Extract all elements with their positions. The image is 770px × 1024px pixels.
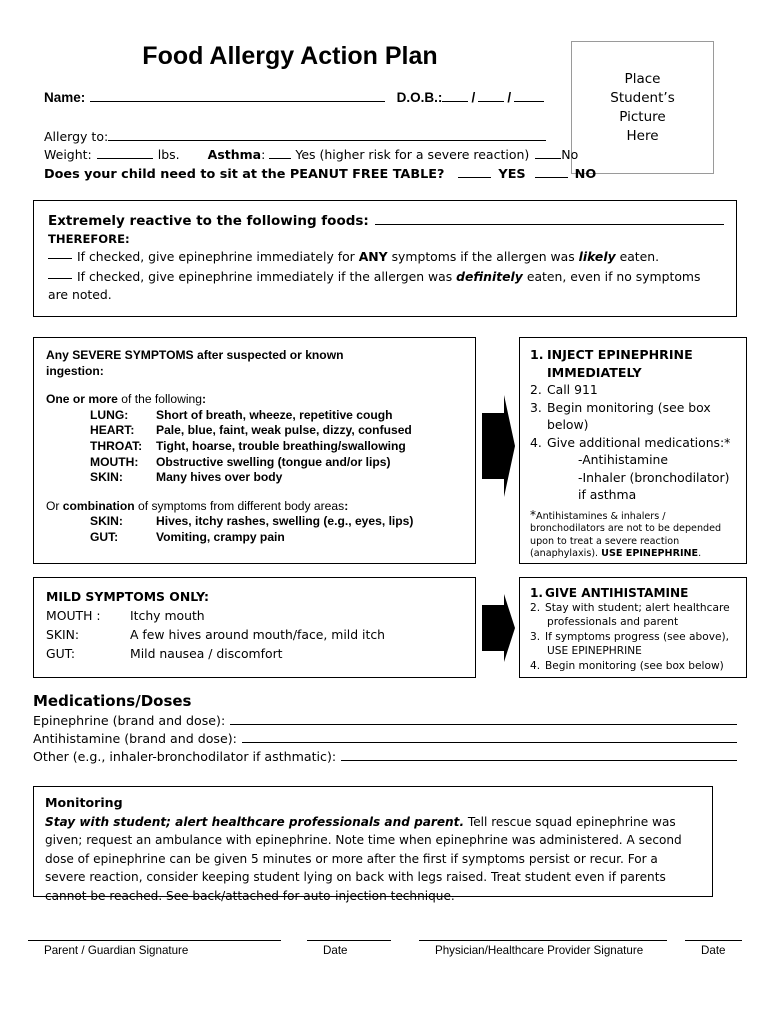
therefore-label: THEREFORE: [48, 232, 130, 246]
severe-combo-label: SKIN: [90, 514, 123, 529]
mild-symptom-row [46, 644, 465, 663]
mild-action-step-3-text: If symptoms progress (see above), [545, 630, 730, 643]
weight-input[interactable] [97, 146, 153, 159]
monitoring-body [45, 813, 702, 906]
severe-combo-row [46, 530, 465, 546]
signature-labels [28, 944, 742, 957]
name-dob-row [44, 88, 544, 105]
mild-action-step-2-number: 2. [530, 602, 541, 614]
medications-doses-section [33, 692, 737, 764]
severe-symptoms-section [33, 337, 476, 564]
combination-bold: combination [62, 498, 135, 513]
reactive-likely-checkbox[interactable] [48, 258, 72, 259]
action-step-3 [530, 399, 738, 434]
mild-action-steps [519, 577, 747, 678]
one-or-more-label [46, 392, 465, 408]
name-label: Name: [44, 90, 86, 105]
signature-label-gap-2 [391, 944, 419, 957]
peanut-free-table-row [44, 165, 596, 182]
peanut-no-label: NO [574, 167, 597, 182]
parent-date-label: Date [323, 944, 348, 957]
action-step-4-sub-3: if asthma [578, 487, 637, 502]
document-header [0, 0, 770, 182]
mild-action-step-2 [530, 601, 738, 615]
severe-spacer-2 [46, 486, 465, 499]
severe-symptom-text: Obstructive swelling (tongue and/or lips) [156, 454, 391, 469]
reactive-definitely-checkbox[interactable] [48, 278, 72, 279]
mild-symptoms-heading: MILD SYMPTOMS ONLY: [46, 589, 210, 604]
severe-combo-row [46, 514, 465, 530]
signature-label-gap-1 [281, 944, 307, 957]
severe-combo-text: Hives, itchy rashes, swelling (e.g., eyes, lips) [156, 514, 414, 529]
mild-symptom-label: GUT: [46, 646, 76, 661]
name-input[interactable] [90, 88, 384, 102]
dob-year-input[interactable] [514, 88, 544, 102]
action-footnote-text: Antihistamines & inhalers / bronchodilators are not to be depended upon to treat a severe reaction (anaphylaxis). [530, 510, 722, 560]
one-or-more-rest: of the following [117, 392, 202, 407]
physician-signature-input[interactable] [419, 940, 667, 941]
peanut-yes-label: YES [498, 167, 526, 182]
action-step-3-text: Begin monitoring (see box below) [547, 399, 711, 432]
extremely-reactive-section [33, 200, 737, 317]
severe-symptom-label: LUNG: [90, 407, 129, 422]
right-arrow-icon [482, 393, 518, 499]
monitoring-lead: Stay with student; alert healthcare professionals and parent. [45, 814, 465, 829]
action-footnote-end: . [698, 548, 702, 560]
severe-spacer-1 [46, 379, 465, 392]
action-step-2-text: Call 911 [547, 382, 598, 397]
peanut-free-question: Does your child need to sit at the PEANUT FREE TABLE? [44, 167, 445, 182]
photo-line-2: Student’s [610, 89, 675, 106]
severe-symptom-label: THROAT: [90, 438, 143, 453]
one-or-more-bold: One or more [46, 392, 118, 407]
combination-label [46, 499, 465, 515]
reactive-likely-emph: likely [578, 249, 616, 264]
action-step-2 [530, 381, 738, 399]
severe-symptom-text: Tight, hoarse, trouble breathing/swallowing [156, 438, 406, 453]
physician-signature-label: Physician/Healthcare Provider Signature [435, 944, 644, 957]
medication-antihistamine-input[interactable] [242, 731, 737, 743]
action-step-4-text: Give additional medications:* [547, 434, 731, 450]
mild-action-step-3-continued: USE EPINEPHRINE [547, 645, 642, 658]
severe-combo-text: Vomiting, crampy pain [156, 529, 285, 544]
one-or-more-colon: : [201, 392, 206, 407]
reactive-definitely-emph: definitely [456, 269, 523, 284]
dob-label: D.O.B.: [396, 90, 443, 105]
action-step-1-number: 1. [530, 347, 544, 362]
monitoring-text: Tell rescue squad epinephrine was given; request an ambulance with epinephrine. Note time when epinephrine was administered. A second dose of epinephrine can be given 5 minutes or more after the first if symptoms persist or recur. For a severe reaction, consider keeping student lying on back with legs raised. Treat student even if parents cannot be reached. See back/attached for auto-injection technique. [45, 814, 682, 903]
mild-action-step-4-number: 4. [530, 659, 541, 672]
medication-label: Other (e.g., inhaler-bronchodilator if asthmatic): [33, 749, 337, 764]
mild-action-step-2-continued: professionals and parent [547, 616, 679, 629]
action-footnote-emphasis: USE EPINEPHRINE [601, 548, 699, 560]
signature-label-gap-3 [667, 944, 685, 957]
severe-symptom-row [46, 455, 465, 471]
mild-symptom-text: Mild nausea / discomfort [130, 646, 283, 661]
medication-row-other [33, 749, 737, 764]
page-title: Food Allergy Action Plan [142, 42, 438, 70]
severe-symptom-row [46, 408, 465, 424]
severe-symptom-row [46, 439, 465, 455]
extremely-reactive-foods-input[interactable] [375, 210, 724, 225]
photo-line-1: Place [624, 70, 661, 87]
severe-heading-line-1: Any SEVERE SYMPTOMS after suspected or known [46, 348, 344, 362]
severe-symptom-text: Short of breath, wheeze, repetitive cough [156, 407, 393, 422]
peanut-yes-checkbox[interactable] [458, 165, 491, 178]
reactive-option-likely [48, 248, 724, 266]
mild-action-step-4-text: Begin monitoring (see box below) [545, 659, 724, 672]
medication-label: Antihistamine (brand and dose): [33, 731, 237, 746]
action-step-4-number: 4. [530, 434, 542, 450]
peanut-no-checkbox[interactable] [535, 165, 568, 178]
mild-symptom-text: Itchy mouth [130, 608, 205, 623]
mild-symptom-label: MOUTH : [46, 608, 101, 623]
medication-epinephrine-input[interactable] [230, 713, 737, 725]
medication-other-input[interactable] [341, 749, 737, 761]
mild-symptom-row [46, 625, 465, 644]
action-footnote [530, 509, 738, 561]
extremely-reactive-heading: Extremely reactive to the following foods: [48, 213, 369, 229]
weight-label: Weight: [44, 147, 92, 162]
asthma-colon: : [261, 147, 266, 162]
arrow-mild-to-action [482, 593, 518, 663]
signature-section [28, 940, 742, 957]
severe-heading-line-2: ingestion: [46, 363, 104, 378]
weight-asthma-row [44, 146, 578, 162]
action-step-1 [530, 346, 738, 381]
severe-symptom-label: MOUTH: [90, 454, 139, 469]
physician-date-input[interactable] [685, 940, 742, 941]
severe-symptom-label: SKIN: [90, 470, 123, 485]
photo-line-4: Here [626, 127, 659, 144]
student-identity-fields [44, 88, 544, 105]
extremely-reactive-heading-row [48, 210, 724, 229]
medication-row-epinephrine [33, 713, 737, 728]
monitoring-section [33, 786, 713, 903]
action-step-2-number: 2. [530, 382, 542, 397]
mild-action-step-2-text: Stay with student; alert healthcare [545, 602, 730, 614]
action-step-3-number: 3. [530, 399, 542, 415]
mild-action-step-4 [530, 659, 738, 673]
photo-line-3: Picture [619, 108, 666, 125]
asthma-no-checkbox[interactable] [535, 146, 561, 159]
reactive-likely-text-e: eaten. [615, 249, 660, 264]
severe-symptom-text: Pale, blue, faint, weak pulse, dizzy, confused [156, 423, 412, 438]
monitoring-title: Monitoring [45, 795, 123, 810]
signature-rules [28, 940, 742, 941]
dob-day-input[interactable] [478, 88, 504, 102]
action-step-1-line-2: IMMEDIATELY [547, 364, 642, 380]
combination-post: of symptoms from different body areas [134, 498, 345, 513]
right-arrow-icon [482, 593, 518, 663]
mild-symptoms-section [33, 577, 476, 678]
asthma-yes-checkbox[interactable] [269, 146, 291, 159]
asthma-yes-label: Yes (higher risk for a severe reaction) [295, 147, 530, 162]
reactive-likely-text-c: symptoms if the allergen was [387, 249, 579, 264]
severe-symptom-text: Many hives over body [156, 470, 283, 485]
mild-action-step-1-text: GIVE ANTIHISTAMINE [545, 586, 689, 600]
dob-sep-1: / [471, 90, 476, 105]
action-step-4 [530, 434, 738, 452]
mild-action-step-1 [530, 585, 738, 601]
mild-action-step-3 [530, 630, 738, 644]
allergy-to-row [44, 128, 546, 144]
medication-label: Epinephrine (brand and dose): [33, 713, 226, 728]
reactive-definitely-text-c: eaten, even if no symptoms are noted. [48, 269, 701, 302]
weight-unit-label: lbs. [157, 147, 180, 162]
reactive-option-definitely [48, 268, 724, 304]
mild-action-step-1-number: 1. [530, 586, 544, 600]
parent-signature-input[interactable] [28, 940, 281, 941]
reactive-likely-text-a: If checked, give epinephrine immediately for [77, 249, 359, 264]
physician-date-label: Date [701, 944, 726, 957]
asthma-no-label: No [561, 147, 579, 162]
mild-action-step-3-number: 3. [530, 630, 541, 643]
allergy-to-label: Allergy to: [44, 129, 109, 144]
mild-symptom-row [46, 606, 465, 625]
student-picture-placeholder [571, 41, 714, 174]
severe-symptom-row [46, 470, 465, 486]
action-step-4-sub-1: -Antihistamine [578, 452, 669, 467]
action-footnote-star: * [530, 507, 536, 522]
reactive-definitely-text-a: If checked, give epinephrine immediately if the allergen was [77, 269, 457, 284]
severe-symptom-row [46, 423, 465, 439]
mild-symptom-label: SKIN: [46, 627, 80, 642]
medications-title: Medications/Doses [33, 692, 192, 710]
asthma-label: Asthma [207, 147, 262, 162]
medication-row-antihistamine [33, 731, 737, 746]
combination-pre: Or [46, 498, 63, 513]
dob-sep-2: / [507, 90, 512, 105]
severe-combo-label: GUT: [90, 529, 119, 544]
combination-colon: : [344, 498, 349, 513]
arrow-severe-to-action [482, 393, 518, 499]
dob-month-input[interactable] [442, 88, 468, 102]
severe-symptom-label: HEART: [90, 423, 135, 438]
reactive-likely-any: ANY [358, 249, 388, 264]
allergy-to-input[interactable] [108, 128, 546, 141]
parent-date-input[interactable] [307, 940, 391, 941]
severe-action-steps [519, 337, 747, 564]
action-step-4-sub-2: -Inhaler (bronchodilator) [578, 469, 730, 485]
action-step-1-line-1: INJECT EPINEPHRINE [547, 347, 693, 362]
mild-symptom-text: A few hives around mouth/face, mild itch [130, 627, 386, 642]
parent-signature-label: Parent / Guardian Signature [44, 944, 189, 957]
